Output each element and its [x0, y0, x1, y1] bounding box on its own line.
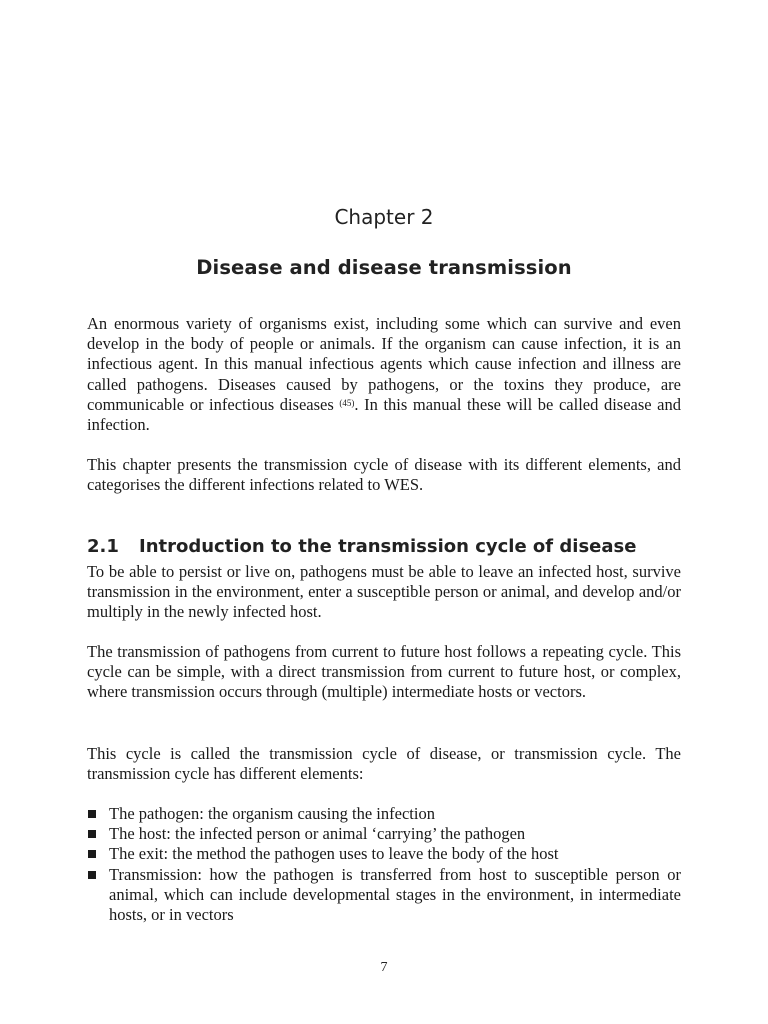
section-paragraph-1: To be able to persist or live on, pathogens must be able to leave an infected host, survive transmission in the environment, enter a susceptible person or animal, and develop and/or multiply in the newly infected host. [87, 562, 681, 622]
list-item [87, 824, 681, 844]
section-paragraph-2: The transmission of pathogens from current to future host follows a repeating cycle. This cycle can be simple, with a direct transmission from current to future host, or complex, where transmission occurs through (multiple) intermediate hosts or vectors. [87, 642, 681, 702]
list-item-text: The exit: the method the pathogen uses to leave the body of the host [109, 844, 559, 864]
list-item [87, 844, 681, 864]
square-bullet-icon [88, 871, 96, 879]
transmission-elements-list [87, 804, 681, 925]
list-item [87, 865, 681, 926]
section-paragraph-3: This cycle is called the transmission cycle of disease, or transmission cycle. The transmission cycle has different elements: [87, 744, 681, 784]
intro-paragraph-1 [87, 314, 681, 435]
list-item-text: The host: the infected person or animal ‘carrying’ the pathogen [109, 824, 526, 844]
chapter-title: Disease and disease transmission [196, 256, 572, 279]
square-bullet-icon [88, 810, 96, 818]
square-bullet-icon [88, 850, 96, 858]
section-heading [87, 536, 681, 557]
list-item-text: Transmission: how the pathogen is transferred from host to susceptible person or animal, which can include developmental stages in the environment, in intermediate hosts, or in vectors [109, 864, 681, 925]
intro-paragraph-1-text-b: . In this manual these will be called disease and infection. [87, 394, 682, 435]
section-title: Introduction to the transmission cycle of disease [139, 536, 637, 557]
intro-paragraph-2: This chapter presents the transmission cycle of disease with its different elements, and categorises the different infections related to WES. [87, 455, 681, 495]
reference-superscript: (45) [339, 397, 355, 408]
chapter-label: Chapter 2 [334, 205, 434, 229]
list-item [87, 804, 681, 824]
list-item-text: The pathogen: the organism causing the infection [109, 804, 435, 823]
intro-paragraph-1-text-a: An enormous variety of organisms exist, including some which can survive and even develop in the body of people or animals. If the organism can cause infection, it is an infectious agent. In this manual infectious agents which cause infection and illness are called pathogens. Diseases caused by pathogens, or the toxins they produce, are communicable or infectious diseases [87, 314, 681, 414]
section-number: 2.1 [87, 536, 119, 557]
page-number: 7 [380, 960, 388, 975]
square-bullet-icon [88, 830, 96, 838]
